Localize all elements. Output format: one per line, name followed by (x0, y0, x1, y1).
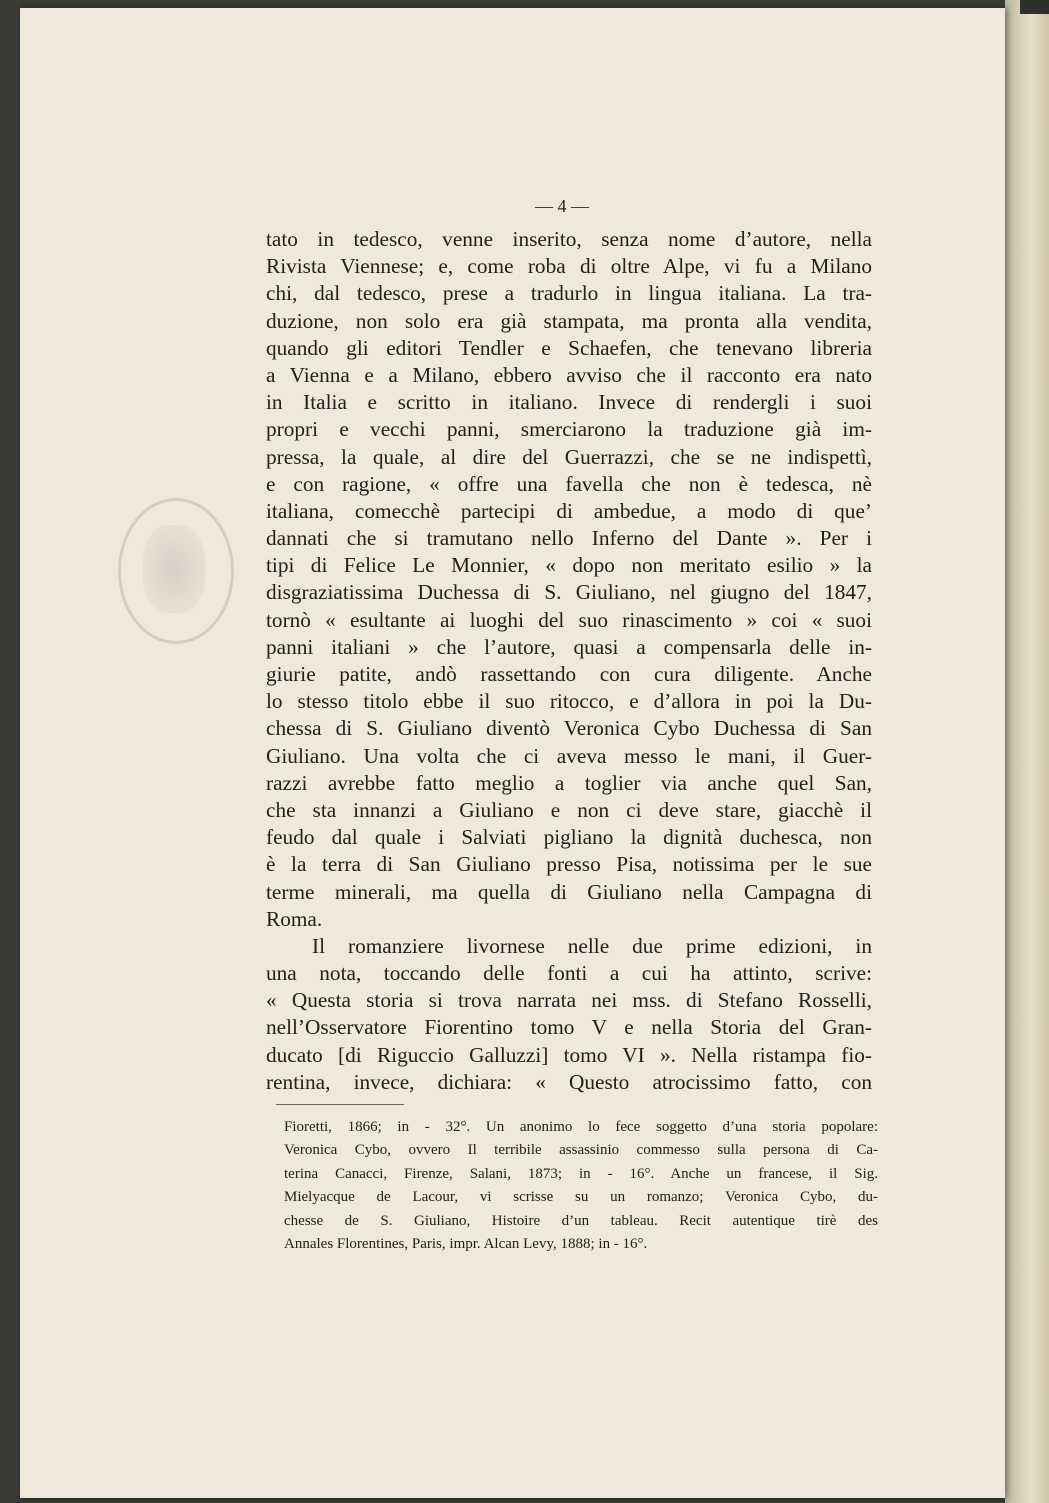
text-line: quando gli editori Tendler e Schaefen, che tenevano libreria (266, 335, 872, 360)
footnote-rule (276, 1104, 404, 1105)
text-line: a Vienna e a Milano, ebbero avviso che il racconto era nato (266, 362, 872, 387)
footnote (284, 1116, 878, 1256)
body-text (266, 226, 872, 1096)
text-line: duzione, non solo era già stampata, ma pronta alla vendita, (266, 308, 872, 333)
text-line: panni italiani » che l’autore, quasi a compensarla delle in- (266, 634, 872, 659)
footnote-line: Fioretti, 1866; in - 32°. Un anonimo lo fece soggetto d’una storia popolare: (284, 1119, 878, 1135)
text-line: terme minerali, ma quella di Giuliano nella Campagna di (266, 879, 872, 904)
text-line: Giuliano. Una volta che ci aveva messo le mani, il Guer- (266, 743, 872, 768)
text-line: pressa, la quale, al dire del Guerrazzi, che se ne indispettì, (266, 444, 872, 469)
text-line: tornò « esultante ai luoghi del suo rinascimento » coi « suoi (266, 607, 872, 632)
text-line: lo stesso titolo ebbe il suo ritocco, e d’allora in poi la Du- (266, 689, 872, 714)
page-number: — 4 — (535, 196, 589, 216)
footnote-line: Veronica Cybo, ovvero Il terribile assassinio commesso sulla persona di Ca- (284, 1142, 878, 1159)
footnote-line: Mielyacque de Lacour, vi scrisse su un romanzo; Veronica Cybo, du- (284, 1189, 878, 1206)
text-line: propri e vecchi panni, smerciarono la traduzione già im- (266, 417, 872, 442)
stamp-emblem (143, 525, 205, 613)
text-line: e con ragione, « offre una favella che non è tedesca, nè (266, 471, 872, 496)
text-line: « Questa storia si trova narrata nei mss. di Stefano Rosselli, (266, 988, 872, 1013)
text-line: dannati che si tramutano nello Inferno del Dante ». Per i (266, 526, 872, 551)
text-line: una nota, toccando delle fonti a cui ha attinto, scrive: (266, 961, 872, 986)
text-line: è la terra di San Giuliano presso Pisa, notissima per le sue (266, 852, 872, 877)
text-line: feudo dal quale i Salviati pigliano la dignità duchesca, non (266, 825, 872, 850)
text-line: nell’Osservatore Fiorentino tomo V e nella Storia del Gran- (266, 1015, 872, 1040)
text-line: giurie patite, andò rassettando con cura diligente. Anche (266, 662, 872, 686)
text-line: chessa di S. Giuliano diventò Veronica Cybo Duchessa di San (266, 716, 872, 741)
text-line: ducato [di Riguccio Galluzzi] tomo VI ». Nella ristampa fio- (266, 1042, 872, 1067)
text-line: chi, dal tedesco, prese a tradurlo in lingua italiana. La tra- (266, 281, 872, 306)
text-line: rentina, invece, dichiara: « Questo atrocissimo fatto, con (266, 1069, 872, 1094)
text-line: che sta innanzi a Giuliano e non ci deve stare, giacchè il (266, 797, 872, 822)
book-spine (1005, 0, 1049, 1503)
footnote-line: Annales Florentines, Paris, impr. Alcan Levy, 1888; in - 16°. (284, 1235, 648, 1252)
text-line: tato in tedesco, venne inserito, senza nome d’autore, nella (266, 227, 872, 251)
footnote-line: terina Canacci, Firenze, Salani, 1873; in - 16°. Anche un francese, il Sig. (284, 1165, 878, 1182)
text-line: razzi avrebbe fatto meglio a toglier via anche quel San, (266, 770, 872, 795)
library-stamp (118, 498, 234, 644)
text-line: tipi di Felice Le Monnier, « dopo non meritato esilio » la (266, 553, 872, 578)
spine-shadow (1020, 0, 1049, 14)
text-line: italiana, comecchè partecipi di ambedue, a modo di que’ (266, 498, 872, 523)
text-line: disgraziatissima Duchessa di S. Giuliano, nel giugno del 1847, (266, 580, 872, 605)
text-line: Il romanziere livornese nelle due prime edizioni, in (312, 933, 872, 958)
text-line: Rivista Viennese; e, come roba di oltre Alpe, vi fu a Milano (266, 254, 872, 279)
text-line: in Italia e scritto in italiano. Invece di rendergli i suoi (266, 390, 872, 415)
footnote-line: chesse de S. Giuliano, Histoire d’un tableau. Recit autentique tirè des (284, 1212, 878, 1229)
text-line: Roma. (266, 906, 323, 931)
